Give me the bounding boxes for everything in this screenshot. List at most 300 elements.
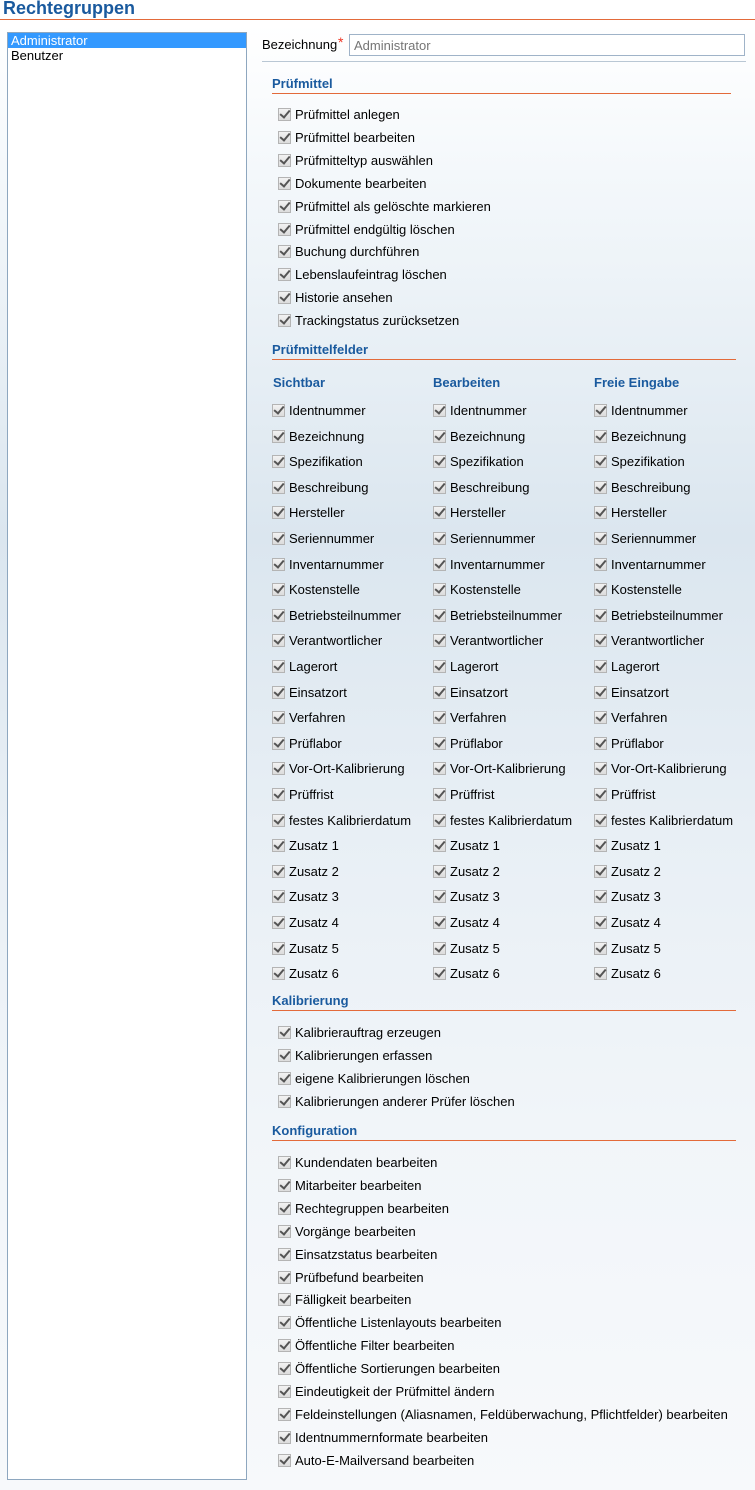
field-checkbox-freie-eingabe-17[interactable]: [594, 838, 661, 853]
checkbox-checked[interactable]: [272, 481, 285, 494]
checkbox-label: Identnummernformate bearbeiten: [295, 1429, 488, 1445]
checkbox-checked[interactable]: [594, 686, 607, 699]
field-checkbox-sichtbar-2[interactable]: [272, 454, 363, 469]
checkbox-label: Prüflabor: [450, 735, 503, 751]
checkbox-checked[interactable]: [594, 634, 607, 647]
field-checkbox-freie-eingabe-21[interactable]: [594, 941, 661, 956]
checkbox-label: Vor-Ort-Kalibrierung: [289, 761, 405, 777]
checkbox-label: Zusatz 1: [450, 838, 500, 854]
field-checkbox-bearbeiten-6[interactable]: [433, 557, 545, 572]
field-checkbox-sichtbar-18[interactable]: [272, 864, 339, 879]
checkbox-checked[interactable]: [278, 177, 291, 190]
checkbox-label: Zusatz 2: [289, 863, 339, 879]
checkbox-label: Beschreibung: [611, 479, 691, 495]
checkbox-checked[interactable]: [272, 916, 285, 929]
checkbox-label: eigene Kalibrierungen löschen: [295, 1070, 470, 1086]
checkbox-checked[interactable]: [433, 660, 446, 673]
field-checkbox-freie-eingabe-6[interactable]: [594, 557, 706, 572]
checkbox-checked[interactable]: [272, 609, 285, 622]
checkbox-label: festes Kalibrierdatum: [611, 812, 734, 828]
checkbox-checked[interactable]: [433, 481, 446, 494]
checkbox-label: Auto-E-Mailversand bearbeiten: [295, 1452, 475, 1468]
checkbox-checked[interactable]: [278, 1316, 291, 1329]
permission-checkbox-pruefmittel-0[interactable]: [278, 107, 400, 122]
checkbox-label: Vor-Ort-Kalibrierung: [450, 761, 566, 777]
permission-checkbox-konfiguration-4[interactable]: [278, 1247, 437, 1262]
checkbox-label: Dokumente bearbeiten: [295, 175, 427, 191]
checkbox-checked[interactable]: [278, 1431, 291, 1444]
field-checkbox-freie-eingabe-4[interactable]: [594, 505, 667, 520]
section-title-pruefmittel: Prüfmittel: [272, 76, 333, 91]
title-divider: [0, 19, 755, 20]
checkbox-checked[interactable]: [278, 268, 291, 281]
field-checkbox-bearbeiten-3[interactable]: [433, 480, 530, 495]
permission-checkbox-kalibrierung-0[interactable]: [278, 1025, 441, 1040]
checkbox-label: Prüflabor: [611, 735, 664, 751]
checkbox-checked[interactable]: [272, 762, 285, 775]
required-marker: *: [338, 34, 344, 50]
checkbox-checked[interactable]: [433, 890, 446, 903]
field-checkbox-sichtbar-15[interactable]: [272, 787, 334, 802]
checkbox-label: Kalibrierungen anderer Prüfer löschen: [295, 1093, 515, 1109]
checkbox-label: Betriebsteilnummer: [289, 607, 401, 623]
field-checkbox-sichtbar-1[interactable]: [272, 429, 364, 444]
field-checkbox-bearbeiten-12[interactable]: [433, 710, 506, 725]
section-title-kalibrierung: Kalibrierung: [272, 993, 349, 1008]
field-checkbox-bearbeiten-18[interactable]: [433, 864, 500, 879]
checkbox-checked[interactable]: [272, 711, 285, 724]
checkbox-label: Öffentliche Filter bearbeiten: [295, 1338, 455, 1354]
field-checkbox-bearbeiten-2[interactable]: [433, 454, 524, 469]
permission-checkbox-konfiguration-0[interactable]: [278, 1155, 437, 1170]
field-checkbox-bearbeiten-11[interactable]: [433, 685, 508, 700]
checkbox-checked[interactable]: [278, 200, 291, 213]
checkbox-label: Verantwortlicher: [289, 633, 383, 649]
checkbox-label: Zusatz 6: [450, 966, 500, 982]
permission-checkbox-pruefmittel-6[interactable]: [278, 244, 419, 259]
field-checkbox-freie-eingabe-16[interactable]: [594, 813, 733, 828]
checkbox-checked[interactable]: [278, 1293, 291, 1306]
checkbox-label: Einsatzstatus bearbeiten: [295, 1246, 438, 1262]
checkbox-label: Seriennummer: [289, 531, 375, 546]
field-checkbox-freie-eingabe-11[interactable]: [594, 685, 669, 700]
checkbox-label: Vorgänge bearbeiten: [295, 1223, 416, 1239]
permission-checkbox-pruefmittel-2[interactable]: [278, 153, 433, 168]
field-checkbox-freie-eingabe-1[interactable]: [594, 429, 686, 444]
checkbox-checked[interactable]: [278, 1385, 291, 1398]
checkbox-label: Zusatz 3: [289, 889, 339, 905]
checkbox-label: Zusatz 6: [289, 966, 339, 982]
checkbox-checked[interactable]: [433, 737, 446, 750]
checkbox-label: Beschreibung: [289, 479, 369, 495]
checkbox-checked[interactable]: [594, 455, 607, 468]
checkbox-label: Zusatz 2: [611, 863, 661, 879]
checkbox-checked[interactable]: [433, 942, 446, 955]
permission-checkbox-kalibrierung-1[interactable]: [278, 1048, 432, 1063]
permission-checkbox-konfiguration-7[interactable]: [278, 1315, 501, 1330]
checkbox-checked[interactable]: [278, 1202, 291, 1215]
checkbox-checked[interactable]: [594, 532, 607, 545]
checkbox-label: Identnummer: [289, 403, 366, 418]
field-checkbox-freie-eingabe-5[interactable]: [594, 531, 696, 546]
checkbox-checked[interactable]: [278, 245, 291, 258]
checkbox-checked[interactable]: [433, 506, 446, 519]
section-divider-pruefmittel: [272, 93, 731, 94]
checkbox-checked[interactable]: [272, 865, 285, 878]
checkbox-checked[interactable]: [272, 455, 285, 468]
checkbox-label: Einsatzort: [450, 684, 508, 700]
checkbox-checked[interactable]: [433, 455, 446, 468]
checkbox-checked[interactable]: [433, 583, 446, 596]
field-checkbox-sichtbar-0[interactable]: [272, 403, 366, 418]
permission-checkbox-konfiguration-11[interactable]: [278, 1407, 728, 1422]
checkbox-checked[interactable]: [272, 737, 285, 750]
field-checkbox-bearbeiten-22[interactable]: [433, 966, 500, 981]
checkbox-label: Einsatzort: [611, 684, 669, 700]
permission-checkbox-konfiguration-13[interactable]: [278, 1453, 474, 1468]
checkbox-checked[interactable]: [594, 839, 607, 852]
checkbox-label: Prüflabor: [289, 735, 342, 751]
field-checkbox-freie-eingabe-2[interactable]: [594, 454, 685, 469]
checkbox-label: Spezifikation: [611, 454, 685, 470]
checkbox-checked[interactable]: [594, 609, 607, 622]
checkbox-label: Lebenslaufeintrag löschen: [295, 267, 447, 283]
checkbox-checked[interactable]: [594, 583, 607, 596]
section-divider-felder: [272, 359, 736, 360]
field-checkbox-freie-eingabe-14[interactable]: [594, 761, 727, 776]
field-checkbox-freie-eingabe-19[interactable]: [594, 889, 661, 904]
checkbox-checked[interactable]: [278, 1179, 291, 1192]
checkbox-checked[interactable]: [594, 660, 607, 673]
permission-checkbox-pruefmittel-4[interactable]: [278, 199, 491, 214]
checkbox-checked[interactable]: [594, 942, 607, 955]
checkbox-checked[interactable]: [278, 1454, 291, 1467]
checkbox-label: Prüfmittel als gelöschte markieren: [295, 198, 491, 214]
checkbox-label: Spezifikation: [289, 454, 363, 470]
checkbox-checked[interactable]: [594, 558, 607, 571]
permission-checkbox-konfiguration-9[interactable]: [278, 1361, 500, 1376]
checkbox-label: Inventarnummer: [289, 556, 384, 572]
field-checkbox-sichtbar-17[interactable]: [272, 838, 339, 853]
group-item-benutzer[interactable]: Benutzer: [11, 48, 64, 63]
checkbox-label: Hersteller: [611, 505, 667, 521]
checkbox-label: Verantwortlicher: [450, 633, 544, 649]
checkbox-checked[interactable]: [278, 131, 291, 144]
checkbox-label: Verfahren: [289, 710, 346, 726]
checkbox-checked[interactable]: [433, 532, 446, 545]
column-heading-bearbeiten: Bearbeiten: [433, 375, 501, 390]
checkbox-label: Prüffrist: [611, 787, 656, 802]
permission-checkbox-kalibrierung-2[interactable]: [278, 1071, 470, 1086]
checkbox-label: Kundendaten bearbeiten: [295, 1155, 438, 1170]
checkbox-checked[interactable]: [278, 1271, 291, 1284]
field-checkbox-bearbeiten-21[interactable]: [433, 941, 500, 956]
permission-checkbox-pruefmittel-8[interactable]: [278, 290, 393, 305]
checkbox-label: Prüfmittel endgültig löschen: [295, 221, 455, 237]
checkbox-checked[interactable]: [278, 1362, 291, 1375]
checkbox-label: Zusatz 2: [450, 863, 500, 879]
checkbox-label: Beschreibung: [450, 479, 530, 495]
checkbox-label: Verfahren: [611, 710, 668, 726]
checkbox-checked[interactable]: [594, 916, 607, 929]
checkbox-label: Betriebsteilnummer: [611, 607, 723, 623]
checkbox-label: Verfahren: [450, 710, 507, 726]
field-checkbox-bearbeiten-5[interactable]: [433, 531, 535, 546]
field-checkbox-freie-eingabe-15[interactable]: [594, 787, 656, 802]
checkbox-checked[interactable]: [433, 788, 446, 801]
checkbox-checked[interactable]: [278, 1225, 291, 1238]
checkbox-checked[interactable]: [278, 1248, 291, 1261]
checkbox-label: Buchung durchführen: [295, 244, 420, 260]
field-checkbox-bearbeiten-15[interactable]: [433, 787, 495, 802]
permission-checkbox-konfiguration-6[interactable]: [278, 1292, 411, 1307]
checkbox-checked[interactable]: [433, 686, 446, 699]
checkbox-checked[interactable]: [278, 223, 291, 236]
checkbox-label: Zusatz 3: [611, 889, 661, 905]
checkbox-label: Zusatz 5: [450, 940, 500, 956]
field-checkbox-sichtbar-3[interactable]: [272, 480, 369, 495]
checkbox-label: festes Kalibrierdatum: [450, 812, 573, 828]
permission-checkbox-konfiguration-10[interactable]: [278, 1384, 494, 1399]
field-checkbox-sichtbar-7[interactable]: [272, 582, 360, 597]
checkbox-label: Zusatz 4: [611, 915, 661, 930]
checkbox-checked[interactable]: [278, 154, 291, 167]
checkbox-checked[interactable]: [272, 404, 285, 417]
checkbox-label: Identnummer: [611, 403, 688, 418]
permission-checkbox-pruefmittel-1[interactable]: [278, 130, 415, 145]
field-checkbox-freie-eingabe-20[interactable]: [594, 915, 661, 930]
checkbox-label: Eindeutigkeit der Prüfmittel ändern: [295, 1384, 495, 1399]
permission-checkbox-konfiguration-1[interactable]: [278, 1178, 421, 1193]
checkbox-checked[interactable]: [272, 532, 285, 545]
checkbox-label: Öffentliche Listenlayouts bearbeiten: [295, 1315, 502, 1331]
checkbox-checked[interactable]: [433, 404, 446, 417]
field-checkbox-freie-eingabe-7[interactable]: [594, 582, 682, 597]
group-list[interactable]: [7, 32, 247, 1480]
field-checkbox-bearbeiten-17[interactable]: [433, 838, 500, 853]
field-checkbox-sichtbar-5[interactable]: [272, 531, 374, 546]
field-checkbox-sichtbar-16[interactable]: [272, 813, 411, 828]
column-heading-freie-eingabe: Freie Eingabe: [594, 375, 680, 390]
bezeichnung-input[interactable]: [349, 34, 745, 56]
checkbox-checked[interactable]: [278, 1026, 291, 1039]
permission-checkbox-konfiguration-3[interactable]: [278, 1224, 416, 1239]
checkbox-checked[interactable]: [278, 1095, 291, 1108]
field-checkbox-sichtbar-20[interactable]: [272, 915, 339, 930]
checkbox-checked[interactable]: [433, 762, 446, 775]
field-checkbox-freie-eingabe-12[interactable]: [594, 710, 667, 725]
checkbox-checked[interactable]: [272, 788, 285, 801]
checkbox-label: Bezeichnung: [289, 428, 365, 444]
permission-checkbox-konfiguration-8[interactable]: [278, 1338, 454, 1353]
page-title: Rechtegruppen: [3, 0, 136, 18]
field-checkbox-freie-eingabe-0[interactable]: [594, 403, 688, 418]
field-checkbox-bearbeiten-14[interactable]: [433, 761, 566, 776]
checkbox-checked[interactable]: [594, 481, 607, 494]
checkbox-label: Prüfmittel bearbeiten: [295, 129, 415, 145]
permission-checkbox-kalibrierung-3[interactable]: [278, 1094, 515, 1109]
checkbox-label: Zusatz 3: [450, 889, 500, 905]
checkbox-checked[interactable]: [272, 634, 285, 647]
checkbox-checked[interactable]: [272, 814, 285, 827]
checkbox-checked[interactable]: [278, 291, 291, 304]
field-checkbox-bearbeiten-8[interactable]: [433, 608, 562, 623]
permission-checkbox-pruefmittel-9[interactable]: [278, 313, 459, 328]
section-divider-konfiguration: [272, 1140, 736, 1141]
checkbox-checked[interactable]: [433, 430, 446, 443]
checkbox-label: Zusatz 4: [450, 915, 500, 930]
checkbox-label: festes Kalibrierdatum: [289, 812, 412, 828]
checkbox-label: Rechtegruppen bearbeiten: [295, 1200, 449, 1216]
checkbox-checked[interactable]: [272, 558, 285, 571]
checkbox-checked[interactable]: [272, 660, 285, 673]
checkbox-checked[interactable]: [272, 583, 285, 596]
field-checkbox-sichtbar-4[interactable]: [272, 505, 345, 520]
permission-checkbox-pruefmittel-5[interactable]: [278, 222, 455, 237]
checkbox-checked[interactable]: [272, 839, 285, 852]
field-checkbox-bearbeiten-4[interactable]: [433, 505, 506, 520]
field-checkbox-bearbeiten-13[interactable]: [433, 736, 503, 751]
checkbox-checked[interactable]: [278, 314, 291, 327]
field-checkbox-sichtbar-8[interactable]: [272, 608, 401, 623]
checkbox-checked[interactable]: [433, 967, 446, 980]
checkbox-checked[interactable]: [594, 762, 607, 775]
field-checkbox-sichtbar-19[interactable]: [272, 889, 339, 904]
checkbox-label: Inventarnummer: [450, 556, 545, 572]
field-checkbox-sichtbar-6[interactable]: [272, 557, 384, 572]
checkbox-checked[interactable]: [278, 1072, 291, 1085]
checkbox-label: Verantwortlicher: [611, 633, 705, 649]
form-divider: [262, 61, 746, 62]
checkbox-label: Hersteller: [450, 505, 506, 521]
checkbox-label: Spezifikation: [450, 454, 524, 470]
permission-checkbox-konfiguration-12[interactable]: [278, 1430, 488, 1445]
checkbox-label: Prüfmitteltyp auswählen: [295, 152, 434, 168]
field-checkbox-sichtbar-22[interactable]: [272, 966, 339, 981]
field-checkbox-bearbeiten-9[interactable]: [433, 633, 543, 648]
checkbox-label: Betriebsteilnummer: [450, 607, 562, 623]
checkbox-label: Mitarbeiter bearbeiten: [295, 1177, 422, 1193]
permission-checkbox-konfiguration-5[interactable]: [278, 1270, 424, 1285]
field-checkbox-freie-eingabe-8[interactable]: [594, 608, 723, 623]
checkbox-label: Prüffrist: [450, 787, 495, 802]
checkbox-label: Historie ansehen: [295, 290, 393, 306]
field-checkbox-bearbeiten-16[interactable]: [433, 813, 572, 828]
checkbox-checked[interactable]: [433, 558, 446, 571]
field-checkbox-freie-eingabe-22[interactable]: [594, 966, 661, 981]
field-checkbox-sichtbar-21[interactable]: [272, 941, 339, 956]
checkbox-checked[interactable]: [272, 967, 285, 980]
checkbox-checked[interactable]: [594, 430, 607, 443]
field-checkbox-bearbeiten-7[interactable]: [433, 582, 521, 597]
checkbox-checked[interactable]: [433, 634, 446, 647]
field-checkbox-freie-eingabe-9[interactable]: [594, 633, 704, 648]
checkbox-checked[interactable]: [272, 686, 285, 699]
checkbox-checked[interactable]: [272, 890, 285, 903]
checkbox-label: Hersteller: [289, 505, 345, 521]
field-checkbox-sichtbar-11[interactable]: [272, 685, 347, 700]
checkbox-label: Trackingstatus zurücksetzen: [295, 313, 460, 329]
checkbox-checked[interactable]: [433, 814, 446, 827]
permission-checkbox-pruefmittel-3[interactable]: [278, 176, 427, 191]
checkbox-label: Bezeichnung: [450, 428, 526, 444]
field-checkbox-bearbeiten-19[interactable]: [433, 889, 500, 904]
checkbox-label: Lagerort: [611, 659, 660, 674]
checkbox-label: Zusatz 4: [289, 915, 339, 930]
checkbox-checked[interactable]: [594, 788, 607, 801]
checkbox-checked[interactable]: [433, 839, 446, 852]
section-divider-kalibrierung: [272, 1010, 736, 1011]
checkbox-checked[interactable]: [433, 916, 446, 929]
checkbox-label: Kalibrierauftrag erzeugen: [295, 1025, 441, 1040]
field-checkbox-sichtbar-12[interactable]: [272, 710, 345, 725]
checkbox-checked[interactable]: [594, 890, 607, 903]
field-checkbox-sichtbar-13[interactable]: [272, 736, 342, 751]
checkbox-checked[interactable]: [594, 865, 607, 878]
field-checkbox-bearbeiten-20[interactable]: [433, 915, 500, 930]
checkbox-label: Lagerort: [289, 659, 338, 674]
group-item-administrator[interactable]: Administrator: [8, 33, 246, 48]
section-title-konfiguration: Konfiguration: [272, 1123, 358, 1138]
checkbox-label: Lagerort: [450, 659, 499, 674]
checkbox-label: Fälligkeit bearbeiten: [295, 1292, 412, 1308]
checkbox-checked[interactable]: [272, 430, 285, 443]
checkbox-checked[interactable]: [594, 711, 607, 724]
checkbox-checked[interactable]: [272, 506, 285, 519]
permission-checkbox-pruefmittel-7[interactable]: [278, 267, 447, 282]
checkbox-label: Prüfmittel anlegen: [295, 107, 400, 122]
checkbox-checked[interactable]: [278, 1339, 291, 1352]
checkbox-label: Vor-Ort-Kalibrierung: [611, 761, 727, 777]
checkbox-checked[interactable]: [433, 609, 446, 622]
field-checkbox-bearbeiten-0[interactable]: [433, 403, 527, 418]
field-checkbox-freie-eingabe-13[interactable]: [594, 736, 664, 751]
checkbox-checked[interactable]: [272, 942, 285, 955]
checkbox-checked[interactable]: [278, 1049, 291, 1062]
checkbox-checked[interactable]: [594, 967, 607, 980]
field-checkbox-sichtbar-14[interactable]: [272, 761, 405, 776]
checkbox-checked[interactable]: [594, 737, 607, 750]
checkbox-label: Zusatz 6: [611, 966, 661, 982]
field-checkbox-freie-eingabe-10[interactable]: [594, 659, 659, 674]
checkbox-label: Feldeinstellungen (Aliasnamen, Feldüberwachung, Pflichtfelder) bearbeiten: [295, 1406, 728, 1422]
checkbox-label: Zusatz 1: [611, 838, 661, 854]
checkbox-label: Kostenstelle: [450, 582, 521, 598]
checkbox-label: Prüfbefund bearbeiten: [295, 1269, 424, 1285]
checkbox-checked[interactable]: [433, 865, 446, 878]
field-checkbox-freie-eingabe-3[interactable]: [594, 480, 691, 495]
checkbox-label: Kostenstelle: [289, 582, 360, 598]
permission-checkbox-konfiguration-2[interactable]: [278, 1201, 449, 1216]
bezeichnung-label: Bezeichnung: [262, 37, 338, 52]
checkbox-checked[interactable]: [433, 711, 446, 724]
checkbox-checked[interactable]: [594, 814, 607, 827]
checkbox-label: Inventarnummer: [611, 556, 706, 572]
field-checkbox-sichtbar-10[interactable]: [272, 659, 337, 674]
column-heading-sichtbar: Sichtbar: [273, 375, 326, 390]
checkbox-label: Kalibrierungen erfassen: [295, 1047, 433, 1063]
checkbox-checked[interactable]: [278, 1408, 291, 1421]
checkbox-checked[interactable]: [278, 108, 291, 121]
checkbox-checked[interactable]: [594, 404, 607, 417]
field-checkbox-freie-eingabe-18[interactable]: [594, 864, 661, 879]
checkbox-checked[interactable]: [278, 1156, 291, 1169]
field-checkbox-sichtbar-9[interactable]: [272, 633, 382, 648]
field-checkbox-bearbeiten-10[interactable]: [433, 659, 498, 674]
checkbox-checked[interactable]: [594, 506, 607, 519]
field-checkbox-bearbeiten-1[interactable]: [433, 429, 525, 444]
checkbox-label: Zusatz 1: [289, 838, 339, 854]
